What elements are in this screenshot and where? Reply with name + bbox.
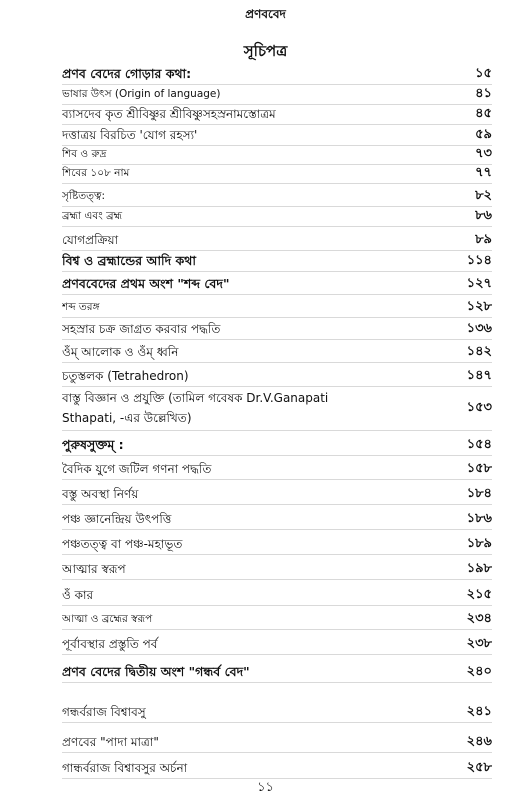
toc-entry-page: ১২৭	[466, 276, 492, 291]
toc-entry-page: ১৮৯	[466, 536, 492, 551]
toc-entry-title: গান্ধর্বরাজ বিশ্বাবসুর অর্চনা	[62, 761, 188, 775]
toc-entry-title: ওঁ কার	[62, 588, 94, 602]
toc-entry-page: ৭৭	[475, 165, 492, 180]
toc-entry-page: ১৮৪	[466, 486, 492, 501]
toc-row	[62, 183, 492, 207]
toc-entry-page: ২৫৮	[466, 760, 492, 775]
toc-entry-title: আত্মা ও ব্রহ্মের স্বরূপ	[62, 613, 153, 625]
toc-entry-title: ওঁম্ আলোক ও ওঁম্ ধ্বনি	[62, 345, 179, 359]
toc-entry-title: প্রণব বেদের গোড়ার কথা:	[62, 66, 192, 81]
toc-entry-title: গন্ধর্বরাজ বিশ্বাবসু	[62, 705, 146, 719]
toc-title: সূচিপত্র	[243, 42, 288, 60]
toc-entry-title: বাস্তু বিজ্ঞান ও প্রযুক্তি (তামিল গবেষক Dr.V.Ganapati Sthapati, -এর উল্লেখিত)	[62, 391, 329, 425]
toc-row	[62, 317, 492, 340]
toc-entry-title: প্রণব বেদের দ্বিতীয় অংশ "গন্ধর্ব বেদ"	[62, 664, 250, 679]
toc-entry-title: শিব ও রুদ্র	[62, 148, 107, 160]
toc-entry-page: ৮৬	[475, 208, 492, 223]
toc-row	[62, 752, 492, 779]
toc-row	[62, 455, 492, 480]
toc-entry-title: বৈদিক যুগে জটিল গণনা পদ্ধতি	[62, 462, 212, 476]
toc-entry-title: ব্রহ্মা এবং ব্রহ্ম	[62, 210, 123, 222]
toc-entry-title: চতুস্তলক (Tetrahedron)	[62, 369, 189, 383]
toc-entry-title: প্রণবের "পাদা মাত্রা"	[62, 735, 159, 749]
toc-entry-title: পঞ্চ জ্ঞানেন্দ্রিয় উৎপত্তি	[62, 512, 172, 526]
toc-entry-page: ১৫৩	[466, 400, 492, 415]
toc-row	[62, 682, 492, 723]
toc-entry-page: ২৪০	[466, 664, 492, 679]
toc-row	[62, 250, 492, 272]
toc-entry-page: ১৪২	[466, 344, 492, 359]
toc-entry-title: সহস্রার চক্র জাগ্রত করবার পদ্ধতি	[62, 322, 221, 336]
toc-entry-title: সৃষ্টিতত্ত্ব:	[62, 190, 105, 202]
toc-entry-title: ভাষার উৎস (Origin of language)	[62, 88, 221, 100]
toc-row	[62, 84, 492, 105]
toc-entry-page: ৪৫	[475, 106, 492, 121]
toc-entry-page: ৮২	[475, 188, 492, 203]
toc-row	[62, 605, 492, 630]
toc-entry-title: বিশ্ব ও ব্রহ্মান্ডের আদি কথা	[62, 253, 197, 268]
toc-row	[62, 294, 492, 318]
toc-row	[62, 504, 492, 530]
toc-row	[62, 430, 492, 456]
toc-entry-title: প্রণববেদের প্রথম অংশ "শব্দ বেদ"	[62, 276, 230, 291]
toc-entry-page: ৪১	[475, 86, 492, 101]
toc-entry-page: ২৩৪	[466, 611, 492, 626]
toc-row	[62, 629, 492, 655]
toc-row	[62, 386, 492, 431]
toc-entry-title: বস্তু অবস্থা নির্ণয়	[62, 487, 139, 501]
toc-entry-page: ১১৪	[466, 253, 492, 268]
toc-row	[62, 339, 492, 363]
toc-entry-page: ২৪৬	[466, 734, 492, 749]
toc-entry-page: ৫৯	[475, 127, 492, 142]
toc-row	[62, 62, 492, 85]
toc-row	[62, 104, 492, 125]
toc-entry-page: ১৩৬	[466, 321, 492, 336]
toc-entry-title: শিবের ১০৮ নাম	[62, 167, 130, 179]
toc-entry-page: ১৫৮	[466, 461, 492, 476]
toc-entry-page: ১২৮	[466, 299, 492, 314]
toc-entry-page: ১৪৭	[466, 368, 492, 383]
toc-row	[62, 362, 492, 387]
toc-entry-page: ২৩৮	[466, 636, 492, 651]
toc-row	[62, 654, 492, 683]
toc-entry-title: শব্দ তরঙ্গ	[62, 301, 100, 313]
toc-row	[62, 554, 492, 580]
toc-row	[62, 145, 492, 165]
toc-row	[62, 271, 492, 295]
toc-row	[62, 164, 492, 184]
toc-row	[62, 124, 492, 146]
toc-entry-page: ১৮৬	[466, 511, 492, 526]
toc-row	[62, 529, 492, 555]
toc-entry-page: ১৫৪	[466, 437, 492, 452]
toc-row	[62, 722, 492, 753]
toc-entry-title: ব্যাসদেব কৃত শ্রীবিষ্ণুর শ্রীবিষ্ণুসহস্রনামস্তোত্রম	[62, 107, 276, 121]
toc-entry-page: ১৯৮	[466, 561, 492, 576]
page-number: ১১	[257, 780, 274, 795]
running-header: প্রণববেদ	[245, 7, 286, 21]
toc-entry-title: পূর্বাবস্থার প্রস্তুতি পর্ব	[62, 637, 158, 651]
toc-entry-page: ৭৩	[475, 146, 492, 161]
toc-entry-title: আত্মার স্বরূপ	[62, 562, 126, 576]
toc-entry-page: ১৫	[475, 66, 492, 81]
toc-entry-title: দত্তাত্রয় বিরচিত 'যোগ রহস্য'	[62, 128, 198, 142]
toc-entry-title: পুরুষসুক্তম্ :	[62, 437, 124, 452]
toc-row	[62, 579, 492, 606]
toc-row	[62, 226, 492, 251]
toc-row	[62, 206, 492, 227]
toc-entry-page: ২৪১	[466, 704, 492, 719]
toc-entry-page: ৮৯	[475, 232, 492, 247]
toc-row	[62, 479, 492, 505]
toc-entry-title: যোগপ্রক্রিয়া	[62, 233, 119, 247]
toc-entry-page: ২১৫	[466, 587, 492, 602]
toc-entry-title: পঞ্চতত্ত্ব বা পঞ্চ-মহাভূত	[62, 537, 183, 551]
